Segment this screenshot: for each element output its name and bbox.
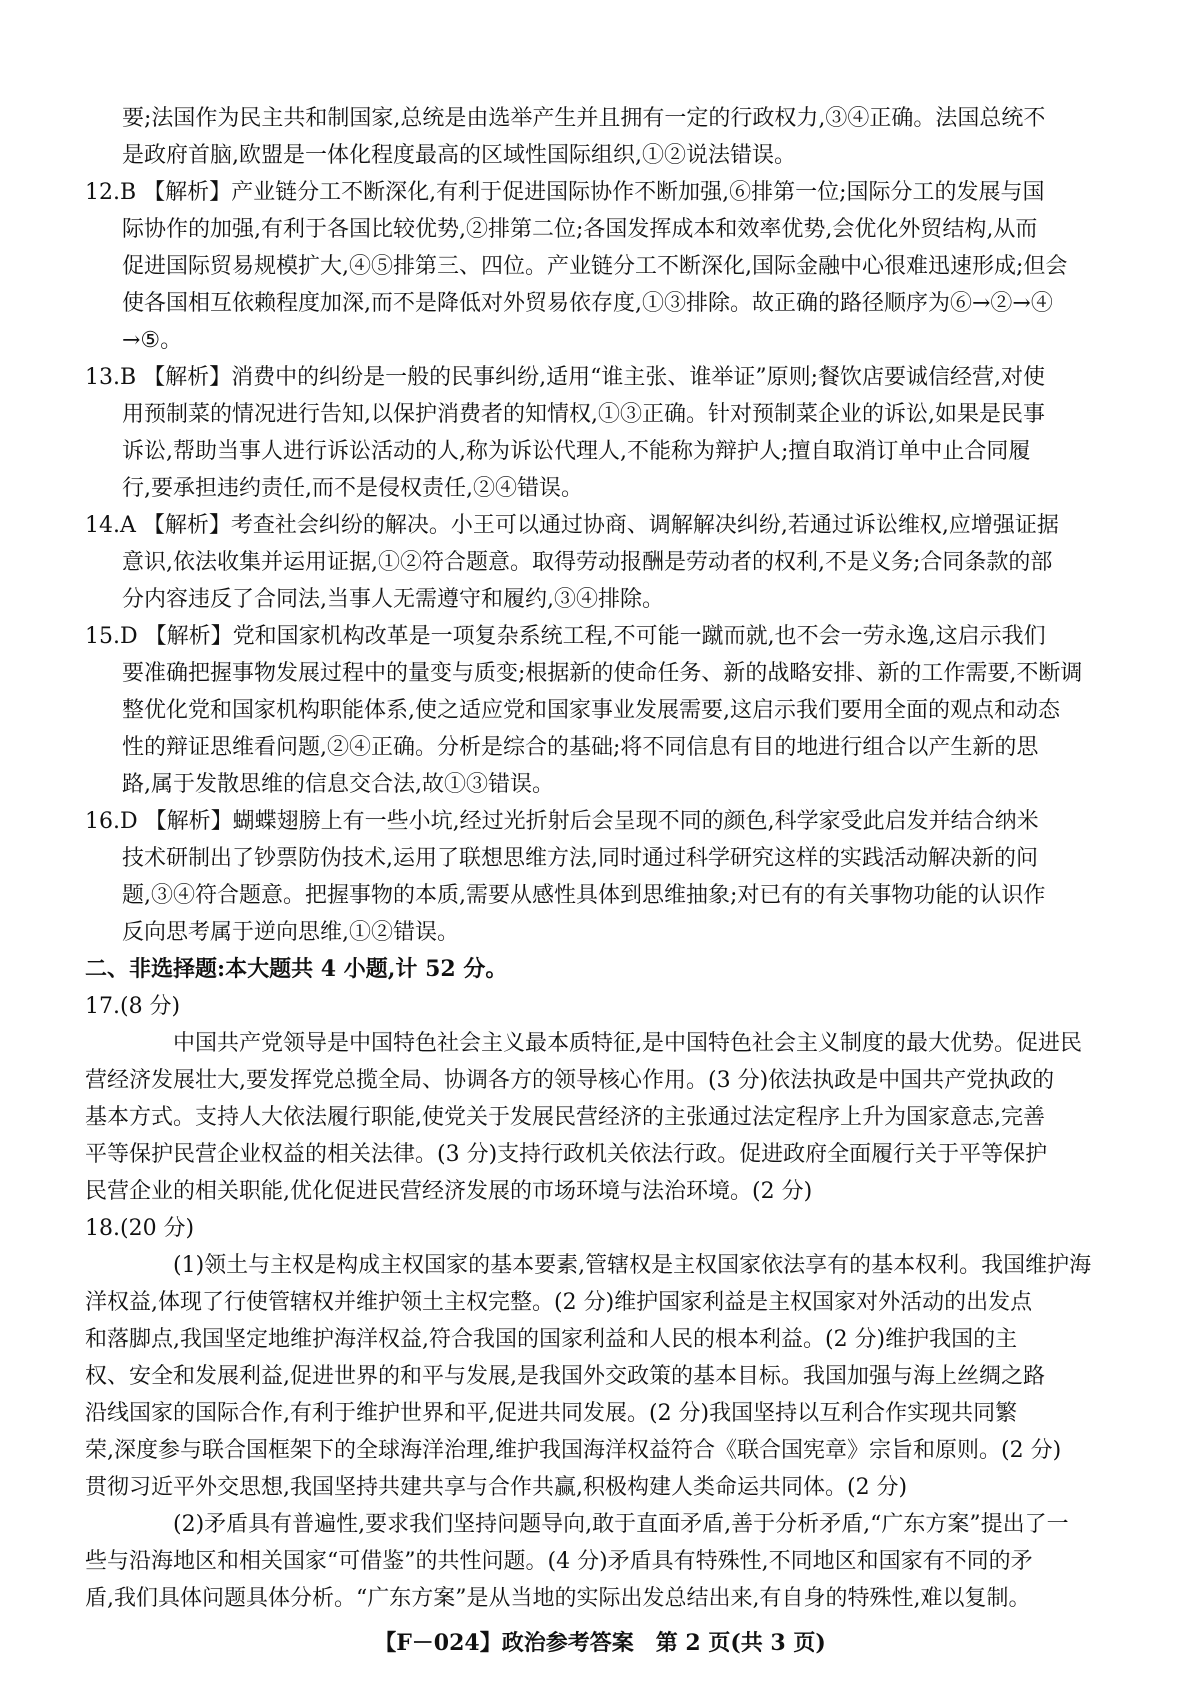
text-line: 行,要承担违约责任,而不是侵权责任,②④错误。 xyxy=(122,476,583,501)
text-line: 和落脚点,我国坚定地维护海洋权益,符合我国的国家利益和人民的根本利益。(2 分)维护我国的主 xyxy=(85,1327,1018,1352)
text-line: 洋权益,体现了行使管辖权并维护领土主权完整。(2 分)维护国家利益是主权国家对外活动的出发点 xyxy=(85,1290,1033,1315)
text-line: (2)矛盾具有普遍性,要求我们坚持问题导向,敢于直面矛盾,善于分析矛盾,“广东方案”提出了一 xyxy=(173,1512,1069,1537)
text-line: 使各国相互依赖程度加深,而不是降低对外贸易依存度,①③排除。故正确的路径顺序为⑥→②→④ xyxy=(122,291,1053,316)
text-line: 12.B 【解析】产业链分工不断深化,有利于促进国际协作不断加强,⑥排第一位;国际分工的发展与国 xyxy=(85,180,1045,205)
text-line: 基本方式。支持人大依法履行职能,使党关于发展民营经济的主张通过法定程序上升为国家意志,完善 xyxy=(85,1105,1045,1130)
text-line: 18.(20 分) xyxy=(85,1216,195,1241)
text-line: 诉讼,帮助当事人进行诉讼活动的人,称为诉讼代理人,不能称为辩护人;擅自取消订单中止合同履 xyxy=(122,439,1031,464)
text-line: 意识,依法收集并运用证据,①②符合题意。取得劳动报酬是劳动者的权利,不是义务;合同条款的部 xyxy=(122,550,1053,575)
answer-text-body xyxy=(85,100,1135,1617)
text-line: 贯彻习近平外交思想,我国坚持共建共享与合作共赢,积极构建人类命运共同体。(2 分) xyxy=(85,1475,908,1500)
text-line: 中国共产党领导是中国特色社会主义最本质特征,是中国特色社会主义制度的最大优势。促进民 xyxy=(173,1031,1082,1056)
text-line: 17.(8 分) xyxy=(85,994,181,1019)
text-line: 性的辩证思维看问题,②④正确。分析是综合的基础;将不同信息有目的地进行组合以产生新的思 xyxy=(122,735,1039,760)
text-line: 15.D 【解析】党和国家机构改革是一项复杂系统工程,不可能一蹴而就,也不会一劳永逸,这启示我们 xyxy=(85,624,1046,649)
text-line: 16.D 【解析】蝴蝶翅膀上有一些小坑,经过光折射后会呈现不同的颜色,科学家受此启发并结合纳米 xyxy=(85,809,1039,834)
text-line: 用预制菜的情况进行告知,以保护消费者的知情权,①③正确。针对预制菜企业的诉讼,如果是民事 xyxy=(122,402,1045,427)
text-line: 反向思考属于逆向思维,①②错误。 xyxy=(122,920,459,945)
text-line: 要;法国作为民主共和制国家,总统是由选举产生并且拥有一定的行政权力,③④正确。法国总统不 xyxy=(122,106,1046,131)
text-line: 盾,我们具体问题具体分析。“广东方案”是从当地的实际出发总结出来,有自身的特殊性,难以复制。 xyxy=(85,1586,1031,1611)
text-line: 平等保护民营企业权益的相关法律。(3 分)支持行政机关依法行政。促进政府全面履行关于平等保护 xyxy=(85,1142,1048,1167)
page-footer: 【F－024】政治参考答案 第 2 页(共 3 页) xyxy=(374,1630,826,1656)
text-line: (1)领土与主权是构成主权国家的基本要素,管辖权是主权国家依法享有的基本权利。我国维护海 xyxy=(173,1253,1092,1278)
text-line: 民营企业的相关职能,优化促进民营经济发展的市场环境与法治环境。(2 分) xyxy=(85,1179,813,1204)
text-line: 技术研制出了钞票防伪技术,运用了联想思维方法,同时通过科学研究这样的实践活动解决新的问 xyxy=(122,846,1038,871)
text-line: 是政府首脑,欧盟是一体化程度最高的区域性国际组织,①②说法错误。 xyxy=(122,143,796,168)
text-line: 沿线国家的国际合作,有利于维护世界和平,促进共同发展。(2 分)我国坚持以互利合作实现共同繁 xyxy=(85,1401,1018,1426)
text-line: →⑤。 xyxy=(122,328,183,353)
text-line: 些与沿海地区和相关国家“可借鉴”的共性问题。(4 分)矛盾具有特殊性,不同地区和国家有不同的矛 xyxy=(85,1549,1033,1574)
text-line: 路,属于发散思维的信息交合法,故①③错误。 xyxy=(122,772,554,797)
text-line: 13.B 【解析】消费中的纠纷是一般的民事纠纷,适用“谁主张、谁举证”原则;餐饮店要诚信经营,对使 xyxy=(85,365,1046,390)
text-line: 二、非选择题:本大题共 4 小题,计 52 分。 xyxy=(85,956,508,982)
text-line: 14.A 【解析】考查社会纠纷的解决。小王可以通过协商、调解解决纠纷,若通过诉讼维权,应增强证据 xyxy=(85,513,1059,538)
text-line: 权、安全和发展利益,促进世界的和平与发展,是我国外交政策的基本目标。我国加强与海上丝绸之路 xyxy=(85,1364,1045,1389)
text-line: 整优化党和国家机构职能体系,使之适应党和国家事业发展需要,这启示我们要用全面的观点和动态 xyxy=(122,698,1060,723)
text-line: 题,③④符合题意。把握事物的本质,需要从感性具体到思维抽象;对已有的有关事物功能的认识作 xyxy=(122,883,1046,908)
text-line: 要准确把握事物发展过程中的量变与质变;根据新的使命任务、新的战略安排、新的工作需要,不断调 xyxy=(122,661,1083,686)
text-line: 际协作的加强,有利于各国比较优势,②排第二位;各国发挥成本和效率优势,会优化外贸结构,从而 xyxy=(122,217,1038,242)
text-line: 营经济发展壮大,要发挥党总揽全局、协调各方的领导核心作用。(3 分)依法执政是中国共产党执政的 xyxy=(85,1068,1055,1093)
text-line: 促进国际贸易规模扩大,④⑤排第三、四位。产业链分工不断深化,国际金融中心很难迅速形成;但会 xyxy=(122,254,1068,279)
text-line: 荣,深度参与联合国框架下的全球海洋治理,维护我国海洋权益符合《联合国宪章》宗旨和原则。(2 分) xyxy=(85,1438,1062,1463)
text-line: 分内容违反了合同法,当事人无需遵守和履约,③④排除。 xyxy=(122,587,664,612)
